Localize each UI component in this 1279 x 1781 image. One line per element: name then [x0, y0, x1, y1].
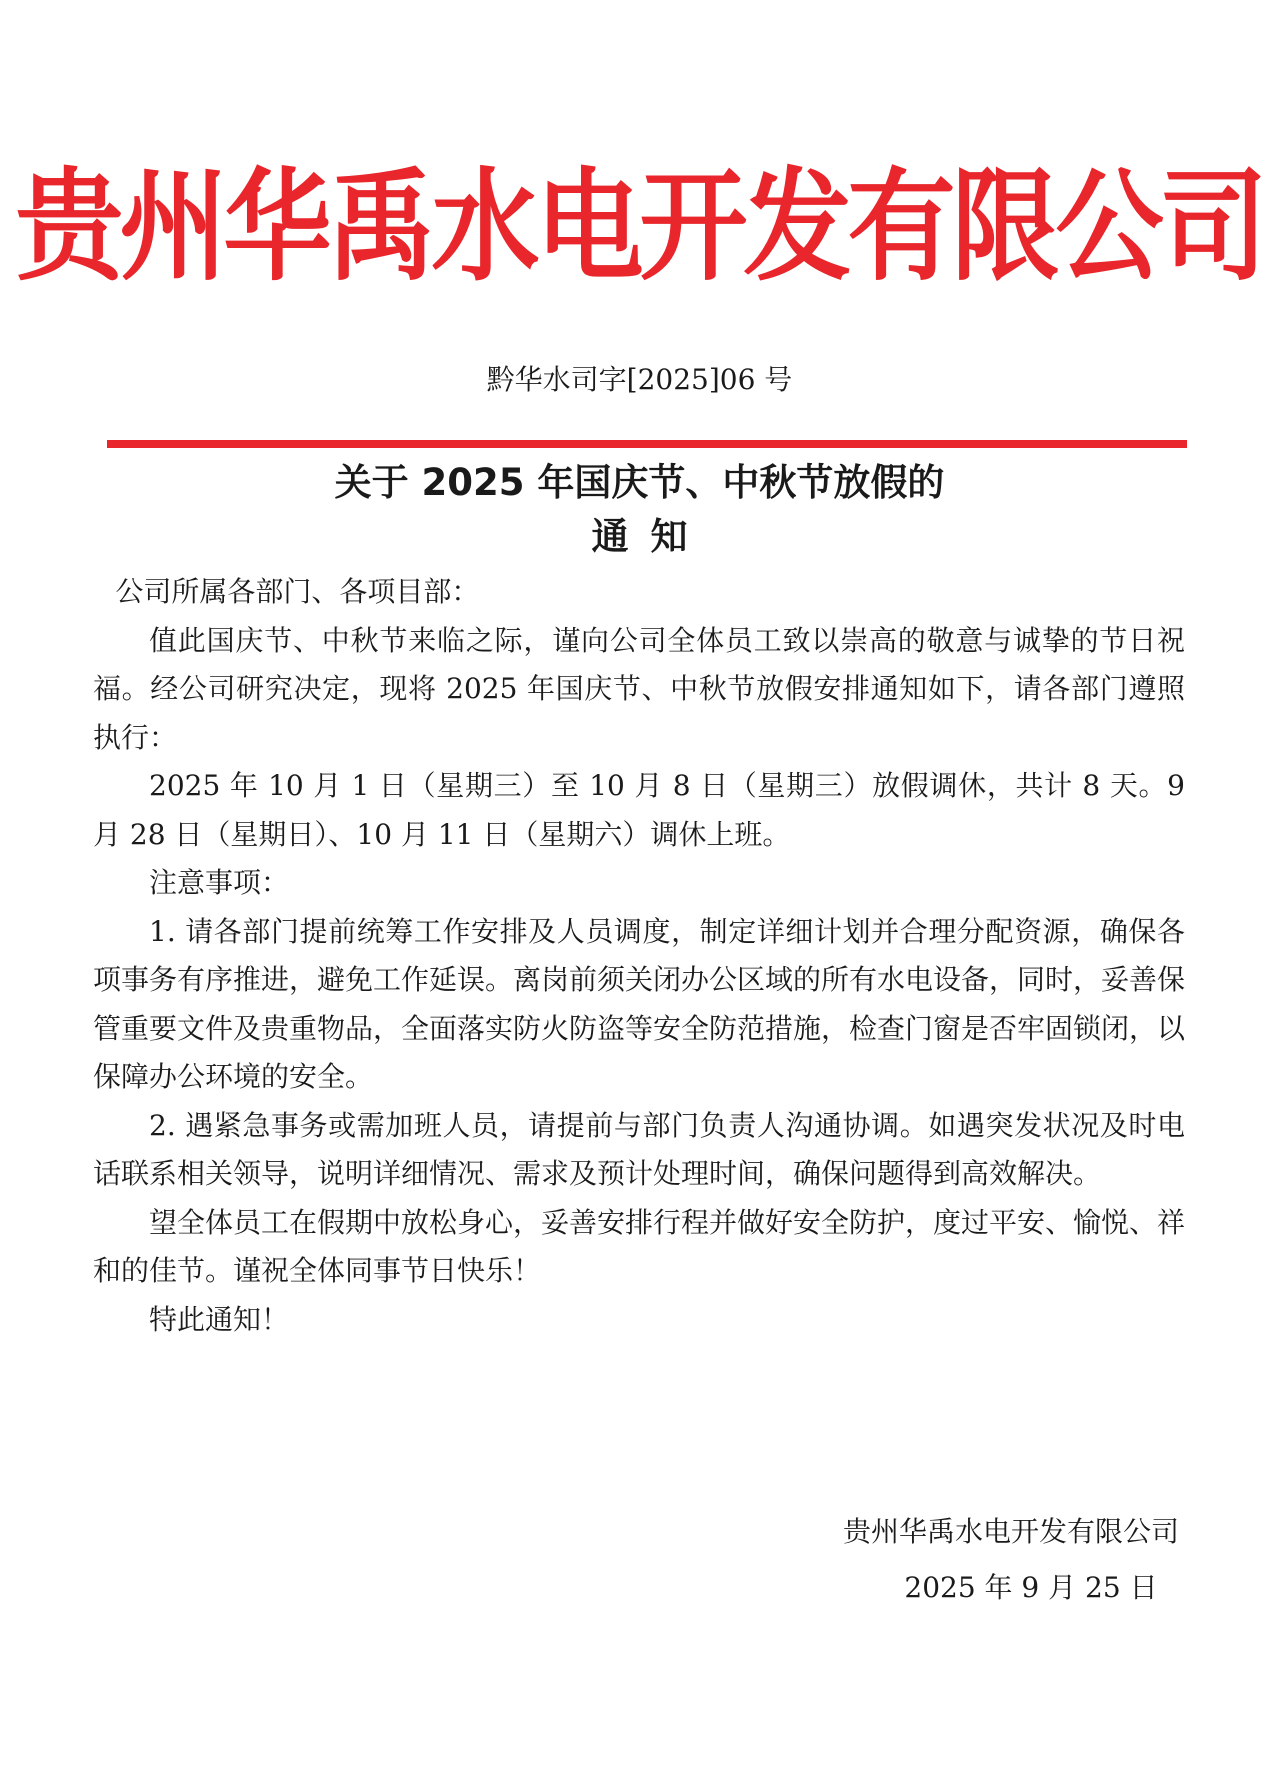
- signature-company: 贵州华禹水电开发有限公司: [842, 1515, 1179, 1548]
- document-number: 黔华水司字[2025]06 号: [486, 363, 793, 396]
- red-divider-line: [107, 440, 1187, 448]
- notice-body: [93, 568, 1185, 1344]
- paragraph-greeting: 值此国庆节、中秋节来临之际，谨向公司全体员工致以崇高的敬意与诚挚的节日祝福。经公司研究决定，现将 2025 年国庆节、中秋节放假安排通知如下，请各部门遵照执行：: [93, 623, 1185, 754]
- paragraph-note-2: 2. 遇紧急事务或需加班人员，请提前与部门负责人沟通协调。如遇突发状况及时电话联系相关领导，说明详细情况、需求及预计处理时间，确保问题得到高效解决。: [93, 1108, 1185, 1190]
- paragraph-note-1: 1. 请各部门提前统筹工作安排及人员调度，制定详细计划并合理分配资源，确保各项事务有序推进，避免工作延误。离岗前须关闭办公区域的所有水电设备，同时，妥善保管重要文件及贵重物品，全面落实防火防盗等安全防范措施，检查门窗是否牢固锁闭，以保障办公环境的安全。: [93, 914, 1186, 1093]
- paragraph-closing: 特此通知！: [149, 1302, 290, 1336]
- notice-title-subtitle: 通知: [591, 515, 710, 558]
- paragraph-notes-heading: 注意事项：: [149, 866, 290, 899]
- paragraph-schedule: 2025 年 10 月 1 日（星期三）至 10 月 8 日（星期三）放假调休，共计 8 天。9 月 28 日（星期日）、10 月 11 日（星期六）调休上班。: [93, 769, 1185, 851]
- signature-date: 2025 年 9 月 25 日: [904, 1571, 1158, 1604]
- signature-block: [843, 1504, 1179, 1616]
- notice-title: 关于 2025 年国庆节、中秋节放假的: [334, 461, 945, 504]
- paragraph-wishes: 望全体员工在假期中放松身心，妥善安排行程并做好安全防护，度过平安、愉悦、祥和的佳节。谨祝全体同事节日快乐！: [93, 1205, 1186, 1287]
- salutation: 公司所属各部门、各项目部：: [115, 575, 480, 608]
- letterhead-company-name: 贵州华禹水电开发有限公司: [15, 157, 1264, 298]
